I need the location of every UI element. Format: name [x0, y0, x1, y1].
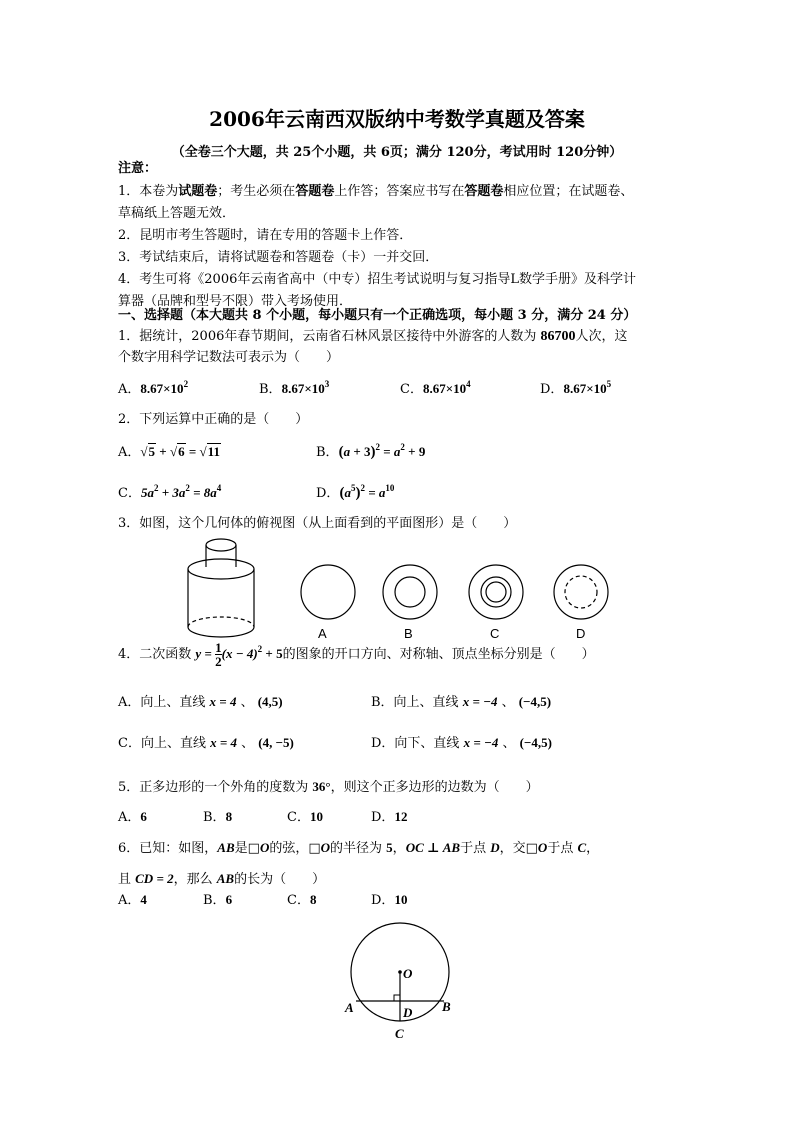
q6-ab: AB [217, 840, 235, 855]
note-1 [118, 183, 633, 200]
q1-text-b: 人次，这 [575, 329, 628, 344]
q4-exp: 2 [257, 644, 263, 654]
q2-b-equals: = [379, 444, 394, 459]
q2-c-exp-3: 4 [216, 483, 222, 493]
q4-option-c-sep: 、 [237, 736, 259, 751]
q2-b-var: a [343, 444, 351, 459]
q2-a-equals: = [185, 444, 200, 459]
q6-t4: 的半径为 [330, 841, 387, 856]
question-3: 3．如图，这个几何体的俯视图（从上面看到的平面图形）是（ ） [118, 516, 517, 531]
q2-c-exp-2: 2 [185, 483, 190, 493]
q6-label-b: B [442, 999, 451, 1014]
page-subtitle: （全卷三个大题，共 25个小题，共 6页；满分 120分，考试用时 120分钟） [171, 145, 623, 160]
q1-option-a-label: A． [118, 382, 141, 397]
q4-tail: + 5 [262, 646, 283, 661]
q6-label-c: C [395, 1026, 404, 1041]
note-1-part-b: 试题卷 [178, 184, 218, 199]
q3-label-d: D [576, 626, 586, 641]
note-1-part-e: 上作答；答案应书写在 [334, 184, 465, 199]
q6-o-3: O [537, 840, 548, 855]
q2-a-radicand-1: 5 [148, 444, 156, 459]
q6-circle-symbol-2: □ [308, 841, 321, 856]
q6-option-b[interactable] [203, 889, 232, 908]
q6-ab-3: AB [216, 871, 235, 886]
q4-post: 的图象的开口方向、对称轴、顶点坐标分别是（ ） [282, 647, 595, 662]
q1-option-b-label: B． [259, 382, 282, 397]
q2-option-b[interactable] [316, 441, 425, 461]
q4-body: (x − 4) [221, 646, 258, 661]
q4-denominator: 2 [215, 654, 222, 669]
q4-option-c-expr: x = 4 [210, 735, 238, 750]
question-5 [118, 776, 539, 795]
q1-option-c-base: 8.67×10 [422, 381, 467, 396]
q4-option-b-expr: x = −4 [462, 694, 498, 709]
q6-t2: 是 [234, 841, 248, 856]
q6-o-2: O [320, 840, 331, 855]
q6-t6: 于点 [460, 841, 491, 856]
q2-a-plus: + [156, 444, 170, 459]
q5-option-b-value: 8 [225, 809, 233, 824]
q5-option-c[interactable] [287, 806, 323, 825]
q5-option-b-label: B． [203, 810, 226, 825]
q5-option-b[interactable] [203, 806, 232, 825]
q6-l2c: 的长为（ ） [234, 872, 326, 887]
q1-text-a: 1．据统计，2006年春节期间，云南省石林风景区接待中外游客的人数为 [118, 329, 541, 344]
q2-option-a[interactable]: A．√5 + √6 = √11 [118, 444, 220, 460]
q2-b-plus: + 3 [350, 444, 371, 459]
q1-option-b[interactable] [259, 378, 329, 397]
q4-y: y [195, 646, 202, 661]
q2-d-lparen: ( [339, 485, 345, 501]
q6-label-d: D [403, 1005, 413, 1020]
q4-option-b[interactable] [371, 691, 551, 710]
q4-option-a[interactable] [118, 691, 283, 710]
q2-d-exp-1: 5 [350, 483, 356, 493]
q4-option-a-expr: x = 4 [209, 694, 237, 709]
q5-option-d-label: D． [371, 810, 395, 825]
q6-label-o: O [403, 966, 413, 981]
note-3: 3．考试结束后，请将试题卷和答题卷（卡）一并交回． [118, 250, 439, 265]
q1-option-c[interactable] [400, 378, 471, 397]
q5-text-b: ，则这个正多边形的边数为（ ） [330, 780, 539, 795]
q2-b-rparen: ) [370, 444, 376, 460]
q3-option-c-figure[interactable] [469, 565, 523, 619]
q6-t9: ， [586, 841, 600, 856]
note-1-part-d: 答题卷 [295, 184, 335, 199]
q6-circle-figure [340, 920, 460, 1045]
q4-option-a-point: (4,5) [257, 694, 283, 709]
q2-b-exp: 2 [375, 442, 380, 452]
q2-b-exp-2: 2 [400, 442, 405, 452]
q4-option-d-point: (−4,5) [519, 735, 552, 750]
q1-option-d-base: 8.67×10 [563, 381, 607, 396]
q4-option-d[interactable] [371, 732, 552, 751]
q2-option-c-label: C． [118, 486, 141, 501]
q1-option-d[interactable] [540, 378, 611, 397]
q6-t3: 的弦， [269, 841, 309, 856]
q6-option-a-value: 4 [140, 892, 147, 907]
q4-option-b-sep: 、 [497, 695, 519, 710]
q4-option-a-label: A．向上、直线 [118, 695, 210, 710]
q6-option-a[interactable] [118, 889, 147, 908]
q4-option-d-label: D．向下、直线 [371, 736, 464, 751]
q4-option-a-sep: 、 [236, 695, 258, 710]
q1-option-c-label: C． [400, 382, 423, 397]
q3-figures [180, 533, 620, 645]
q1-option-b-exp: 3 [324, 379, 330, 389]
q4-option-c[interactable] [118, 732, 294, 751]
q3-solid-figure [188, 539, 254, 637]
q4-option-d-expr: x = −4 [463, 735, 499, 750]
question-6-continued [118, 868, 325, 887]
q2-option-d-label: D． [316, 486, 340, 501]
q6-label-a: A [345, 1000, 354, 1015]
q6-circle-symbol: □ [247, 841, 260, 856]
q3-option-d-figure[interactable] [554, 565, 608, 619]
q6-circle-symbol-3: □ [525, 841, 538, 856]
q2-b-lparen: ( [338, 444, 344, 460]
q4-numerator: 1 [215, 640, 222, 655]
q2-option-b-label: B． [316, 445, 339, 460]
q6-option-d-label: D． [371, 893, 395, 908]
q5-text-a: 5．正多边形的一个外角的度数为 [118, 780, 313, 795]
notes-heading: 注意： [118, 161, 158, 176]
note-4: 4．考生可将《2006年云南省高中（中专）招生考试说明与复习指导L数学手册》及科学计 [118, 272, 636, 287]
q2-c-exp-1: 2 [153, 483, 159, 493]
q2-d-rparen: ) [355, 485, 361, 501]
note-1-part-g: 相应位置；在试题卷、 [503, 184, 634, 199]
q2-a-radicand-3: 11 [207, 444, 220, 459]
note-1-part-a: 1．本卷为 [118, 184, 179, 199]
q4-option-b-label: B．向上、直线 [371, 695, 463, 710]
note-4-continued: 算器（品牌和型号不限）带入考场使用． [118, 294, 353, 309]
q6-oc: OC [405, 840, 424, 855]
q2-a-radicand-2: 6 [178, 444, 185, 459]
note-1-part-f: 答题卷 [464, 184, 504, 199]
note-1-part-c: ；考生必须在 [217, 184, 296, 199]
q6-o: O [259, 840, 270, 855]
q2-d-exp-3: 10 [385, 483, 395, 493]
q2-c-result: = 8a [189, 485, 217, 500]
q6-option-b-label: B． [203, 893, 226, 908]
page-title: 2006年云南西双版纳中考数学真题及答案 [209, 107, 585, 131]
q6-c: C [577, 840, 587, 855]
question-2: 2．下列运算中正确的是（ ） [118, 412, 309, 427]
q2-b-var-2: a [393, 444, 401, 459]
q5-option-a[interactable] [118, 806, 147, 825]
q6-l2a: 且 [118, 872, 136, 887]
question-6 [118, 837, 599, 856]
note-1-continued: 草稿纸上答题无效． [118, 206, 236, 221]
q6-option-d[interactable] [371, 889, 407, 908]
q2-b-tail: + 9 [404, 444, 426, 459]
q2-d-var: a [344, 485, 351, 500]
q5-angle: 36° [312, 779, 331, 794]
q5-option-a-value: 6 [140, 809, 147, 824]
q6-ab-2: AB [442, 840, 461, 855]
q6-t5: ， [392, 841, 406, 856]
q2-option-a-label: A． [118, 445, 141, 460]
q4-equals: = [201, 646, 216, 661]
q2-c-term-1: 5a [140, 485, 154, 500]
q6-option-c[interactable] [287, 889, 316, 908]
q5-option-d[interactable] [371, 806, 407, 825]
q6-option-b-value: 6 [225, 892, 233, 907]
q1-number: 86700 [540, 329, 576, 344]
q4-pre: 4．二次函数 [118, 647, 196, 662]
q1-option-a[interactable] [118, 378, 188, 397]
q4-option-d-sep: 、 [498, 736, 520, 751]
q2-c-term-2: + 3a [158, 485, 186, 500]
q1-option-a-exp: 2 [183, 379, 189, 389]
q6-five: 5 [386, 840, 393, 855]
q5-option-d-value: 12 [394, 809, 408, 824]
q2-d-exp-2: 2 [360, 483, 365, 493]
q4-option-c-label: C．向上、直线 [118, 736, 211, 751]
q6-d: D [490, 840, 500, 855]
q1-text-continued: 个数字用科学记数法可表示为（ ） [118, 350, 340, 365]
q6-t8: 于点 [547, 841, 578, 856]
q6-t1: 6．已知：如图， [118, 841, 218, 856]
q5-option-a-label: A． [118, 810, 141, 825]
q6-option-c-label: C． [287, 893, 310, 908]
q6-option-c-value: 8 [309, 892, 317, 907]
q6-option-d-value: 10 [394, 892, 408, 907]
q3-label-c: C [490, 626, 500, 641]
q1-option-b-base: 8.67×10 [281, 381, 325, 396]
q2-option-c[interactable] [118, 482, 221, 501]
q6-center-dot [398, 970, 402, 974]
q6-option-a-label: A． [118, 893, 141, 908]
q3-option-b-figure[interactable] [383, 565, 437, 619]
q4-option-c-point: (4, −5) [258, 735, 294, 750]
q6-cd: CD = 2 [135, 871, 174, 886]
q1-option-c-exp: 4 [466, 379, 471, 389]
q1-option-a-base: 8.67×10 [140, 381, 184, 396]
q6-t7: ，交 [499, 841, 526, 856]
q2-d-result: = a [364, 485, 386, 500]
q5-option-c-value: 10 [309, 809, 323, 824]
q4-option-b-point: (−4,5) [518, 694, 552, 709]
note-2: 2．昆明市考生答题时，请在专用的答题卡上作答． [118, 228, 413, 243]
section-1-heading: 一、选择题（本大题共 8 个小题，每小题只有一个正确选项，每小题 3 分，满分 24 分） [118, 308, 637, 323]
question-4 [118, 641, 595, 668]
q6-l2b: ，那么 [173, 872, 217, 887]
q2-option-d[interactable] [316, 482, 394, 502]
q1-option-d-label: D． [540, 382, 564, 397]
question-1 [118, 328, 628, 345]
q3-label-a: A [318, 626, 327, 641]
q6-right-angle-mark [394, 995, 400, 1001]
q1-option-d-exp: 5 [606, 379, 612, 389]
q6-perp: ⊥ [423, 840, 443, 855]
q3-option-a-figure[interactable] [301, 565, 355, 619]
q3-label-b: B [404, 626, 413, 641]
q5-option-c-label: C． [287, 810, 310, 825]
